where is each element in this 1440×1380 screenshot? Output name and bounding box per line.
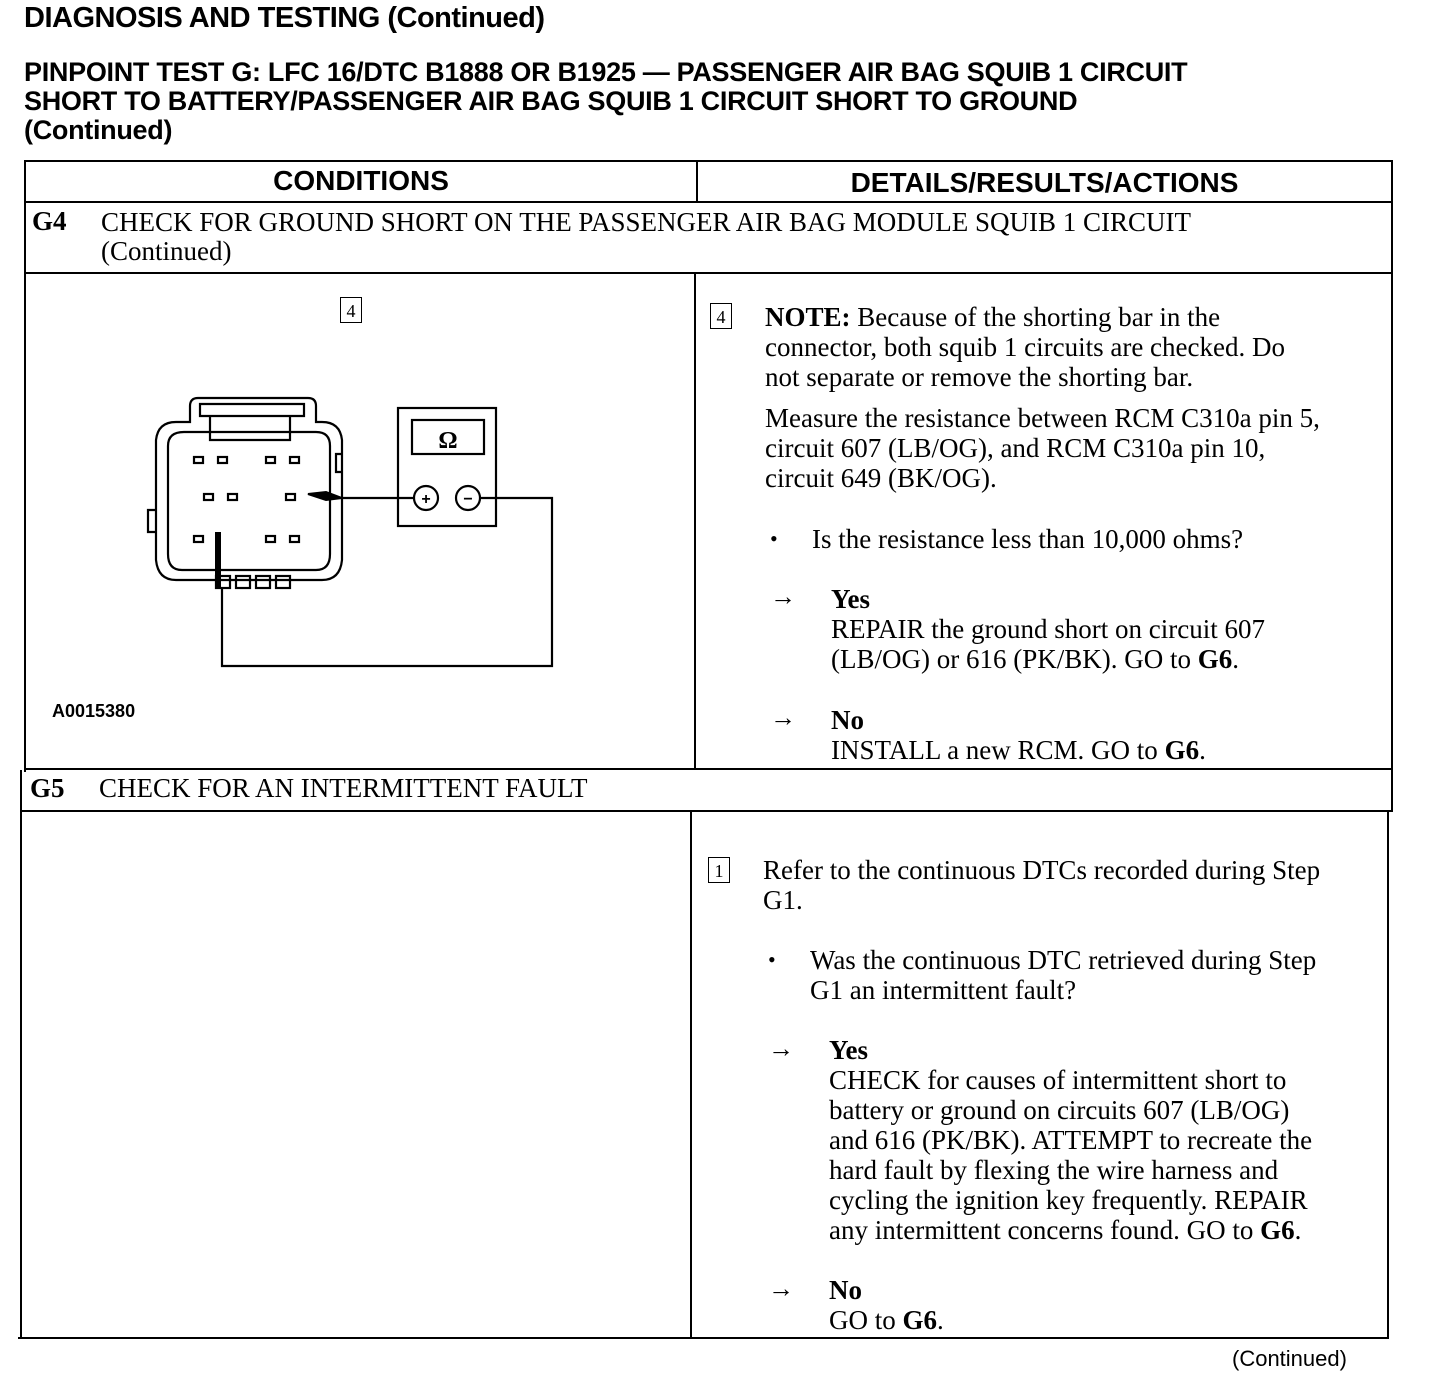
test-title-line-3: (Continued) [24,115,173,145]
figure-id: A0015380 [52,701,136,721]
g5-yes-line-3: and 616 (PK/BK). ATTEMPT to recreate the [829,1125,1313,1155]
g4-measure-instruction [765,403,1320,493]
g4-yes-label: Yes [831,584,870,614]
ohmmeter-symbol: Ω [438,428,458,454]
g4-yes-line-1: REPAIR the ground short on circuit 607 [831,614,1265,644]
header-row-divider [24,201,1393,203]
refer-line-2: G1. [763,885,803,915]
section-title: DIAGNOSIS AND TESTING (Continued) [24,2,545,34]
g5-no-line-1: GO to [829,1305,903,1335]
g5-no-label: No [829,1275,862,1305]
g4-step-code: G4 [32,206,67,236]
g5-question-line-1: Was the continuous DTC retrieved during Step [810,945,1317,975]
g4-col-divider [694,272,696,770]
table-border-top [24,160,1393,162]
g5-yes-line-6: any intermittent concerns found. GO to [829,1215,1261,1245]
g4-question-bullet: • [770,526,778,551]
g5-no-period: . [937,1305,944,1335]
g5-yes-arrow: → [768,1034,794,1063]
g4-yes-line-2: (LB/OG) or 616 (PK/BK). GO to [831,644,1198,674]
g5-yes-goto-link[interactable]: G6 [1260,1215,1295,1245]
g4-question: Is the resistance less than 10,000 ohms? [812,524,1244,554]
g4-yes-result [831,584,1265,674]
figure-step-number: 4 [340,297,362,323]
refer-line-1: Refer to the continuous DTCs recorded during Step [763,855,1321,885]
g4-no-result [831,705,1206,765]
measure-line-3: circuit 649 (BK/OG). [765,463,997,493]
ohmmeter-plus: + [421,491,431,508]
ohmmeter [398,408,496,526]
test-leads [222,498,552,666]
g5-yes-label: Yes [829,1035,868,1065]
g5-step-number: 1 [708,857,730,883]
measure-line-1: Measure the resistance between RCM C310a pin 5, [765,403,1320,433]
g5-yes-period: . [1294,1215,1302,1245]
g4-yes-arrow: → [770,582,796,611]
note-label: NOTE: [765,302,851,332]
g4-title-line-2: (Continued) [101,236,232,266]
column-header-details: DETAILS/RESULTS/ACTIONS [850,167,1239,198]
g4-no-label: No [831,705,864,735]
g5-yes-result [829,1035,1312,1245]
g4-step-title [101,208,1191,266]
g5-yes-line-2: battery or ground on circuits 607 (LB/OG) [829,1095,1290,1125]
g5-no-arrow: → [768,1274,794,1303]
connector-test-diagram [140,390,570,680]
continued-footer: (Continued) [1232,1346,1347,1371]
test-title [24,58,1187,145]
g4-no-goto-link[interactable]: G6 [1164,735,1200,765]
g5-no-goto-link[interactable]: G6 [902,1305,938,1335]
g5-question-line-2: G1 an intermittent fault? [810,975,1077,1005]
g4-title-divider [24,272,1393,274]
note-line-2: connector, both squib 1 circuits are checked. Do [765,332,1285,362]
g4-step-number: 4 [710,303,732,329]
table-border-right-lower [1387,810,1389,1339]
g5-question-bullet: • [768,947,776,972]
g4-no-arrow: → [770,703,796,732]
table-border-right [1391,160,1393,812]
g5-yes-line-5: cycling the ignition key frequently. REPAIR [829,1185,1308,1215]
g5-yes-line-4: hard fault by flexing the wire harness and [829,1155,1279,1185]
connector-inner-wall [168,432,330,570]
test-title-line-2: SHORT TO BATTERY/PASSENGER AIR BAG SQUIB 1 CIRCUIT SHORT TO GROUND [24,86,1078,116]
g5-col-divider [690,810,692,1339]
g4-yes-goto-link[interactable]: G6 [1197,644,1233,674]
ohmmeter-minus: − [463,491,473,508]
g5-no-result [829,1275,944,1335]
column-header-conditions: CONDITIONS [273,165,449,196]
g4-no-line-1: INSTALL a new RCM. GO to [831,735,1165,765]
g5-yes-line-1: CHECK for causes of intermittent short to [829,1065,1287,1095]
test-title-line-1: PINPOINT TEST G: LFC 16/DTC B1888 OR B1925 — PASSENGER AIR BAG SQUIB 1 CIRCUIT [24,57,1188,87]
g5-top-divider [24,768,1393,770]
test-probes [218,492,342,588]
g5-question [810,945,1316,1005]
g5-step-title: CHECK FOR AN INTERMITTENT FAULT [99,773,588,803]
note-line-1: Because of the shorting bar in the [850,302,1221,332]
table-border-left [24,160,26,772]
g5-refer-instruction [763,855,1320,915]
g4-note [765,302,1285,392]
g4-title-line-1: CHECK FOR GROUND SHORT ON THE PASSENGER AIR BAG MODULE SQUIB 1 CIRCUIT [101,207,1192,237]
g5-step-code: G5 [30,773,65,803]
note-line-3: not separate or remove the shorting bar. [765,362,1194,392]
connector-latch [200,404,304,416]
g4-yes-period: . [1232,644,1239,674]
table-border-left-lower [20,770,22,1339]
table-border-bottom [18,1337,1389,1339]
g5-title-divider [22,810,1391,812]
g4-no-period: . [1199,735,1206,765]
measure-line-2: circuit 607 (LB/OG), and RCM C310a pin 10, [765,433,1266,463]
connector-housing [156,398,342,580]
